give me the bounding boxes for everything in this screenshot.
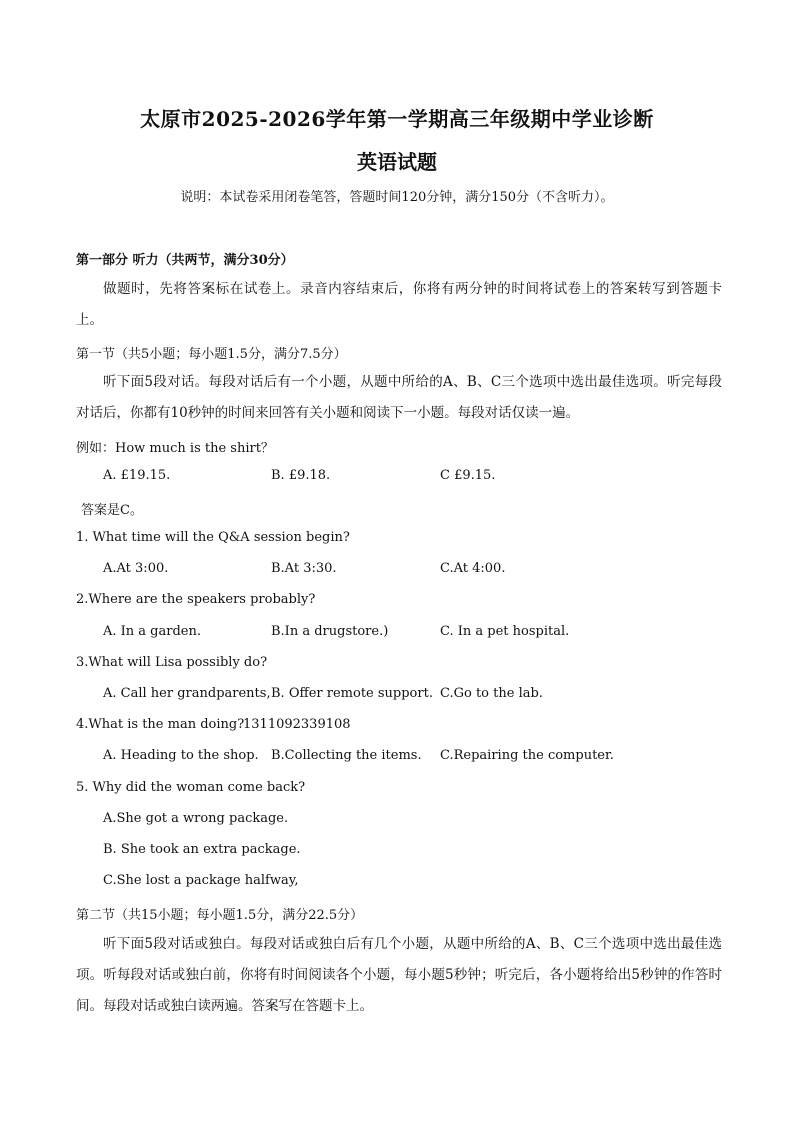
q3-option-b: B. Offer remote support. bbox=[271, 686, 433, 701]
q2-option-a: A. In a garden. bbox=[103, 624, 201, 639]
q1-option-c: C.At 4:00. bbox=[440, 561, 506, 576]
q5-option-a: A.She got a wrong package. bbox=[103, 811, 289, 826]
question-4: 4.What is the man doing? bbox=[76, 717, 245, 732]
q3-option-c: C.Go to the lab. bbox=[440, 686, 543, 701]
section1-instructions: 听下面5段对话。每段对话后有一个小题，从题中所给的A、B、C三个选项中选出最佳选项。听完每段对话后，你都有10秒钟的时间来回答有关小题和阅读下一小题。每段对话仅读一遍。 bbox=[76, 374, 722, 421]
example-option-a: A. £19.15. bbox=[103, 468, 171, 483]
question-3: 3.What will Lisa possibly do? bbox=[76, 655, 268, 670]
section2-heading: 第二节（共15小题；每小题1.5分，满分22.5分） bbox=[76, 908, 364, 923]
q1-option-a: A.At 3:00. bbox=[103, 561, 169, 576]
part1-instructions: 做题时，先将答案标在试卷上。录音内容结束后，你将有两分钟的时间将试卷上的答案转写到答题卡上。 bbox=[76, 281, 722, 328]
q4-option-b: B.Collecting the items. bbox=[271, 748, 422, 763]
example-question: 例如：How much is the shirt？ bbox=[76, 441, 274, 456]
section1-heading: 第一节（共5小题；每小题1.5分，满分7.5分） bbox=[76, 347, 347, 362]
q5-option-c: C.She lost a package halfway, bbox=[103, 873, 299, 888]
question-2: 2.Where are the speakers probably? bbox=[76, 592, 316, 607]
exam-title: 太原市2025-2026学年第一学期高三年级期中学业诊断 bbox=[140, 107, 654, 131]
q4-extra-number: 1311092339108 bbox=[243, 717, 351, 732]
question-1: 1. What time will the Q&A session begin? bbox=[76, 530, 350, 545]
question-5: 5. Why did the woman come back? bbox=[76, 780, 306, 795]
q1-option-b: B.At 3:30. bbox=[271, 561, 337, 576]
exam-subtitle: 英语试题 bbox=[357, 150, 437, 174]
part1-heading: 第一部分 听力（共两节，满分30分） bbox=[76, 253, 294, 268]
exam-note: 说明：本试卷采用闭卷笔答，答题时间120分钟，满分150分（不含听力）。 bbox=[180, 190, 614, 205]
example-option-c: C £9.15. bbox=[440, 468, 496, 483]
example-answer: 答案是C。 bbox=[81, 503, 143, 518]
q3-option-a: A. Call her grandparents, bbox=[103, 686, 271, 701]
section2-instructions: 听下面5段对话或独白。每段对话或独白后有几个小题，从题中所给的A、B、C三个选项中选出最佳选项。听每段对话或独白前，你将有时间阅读各个小题，每小题5秒钟；听完后，各小题将给出5秒钟的作答时间。每段对话或独白读两遍。答案写在答题卡上。 bbox=[76, 936, 722, 1014]
q4-option-c: C.Repairing the computer. bbox=[440, 748, 614, 763]
q4-option-a: A. Heading to the shop. bbox=[103, 748, 259, 763]
q2-option-c: C. In a pet hospital. bbox=[440, 624, 570, 639]
q2-option-b: B.In a drugstore.) bbox=[271, 624, 389, 639]
q5-option-b: B. She took an extra package. bbox=[103, 842, 301, 857]
example-option-b: B. £9.18. bbox=[271, 468, 331, 483]
